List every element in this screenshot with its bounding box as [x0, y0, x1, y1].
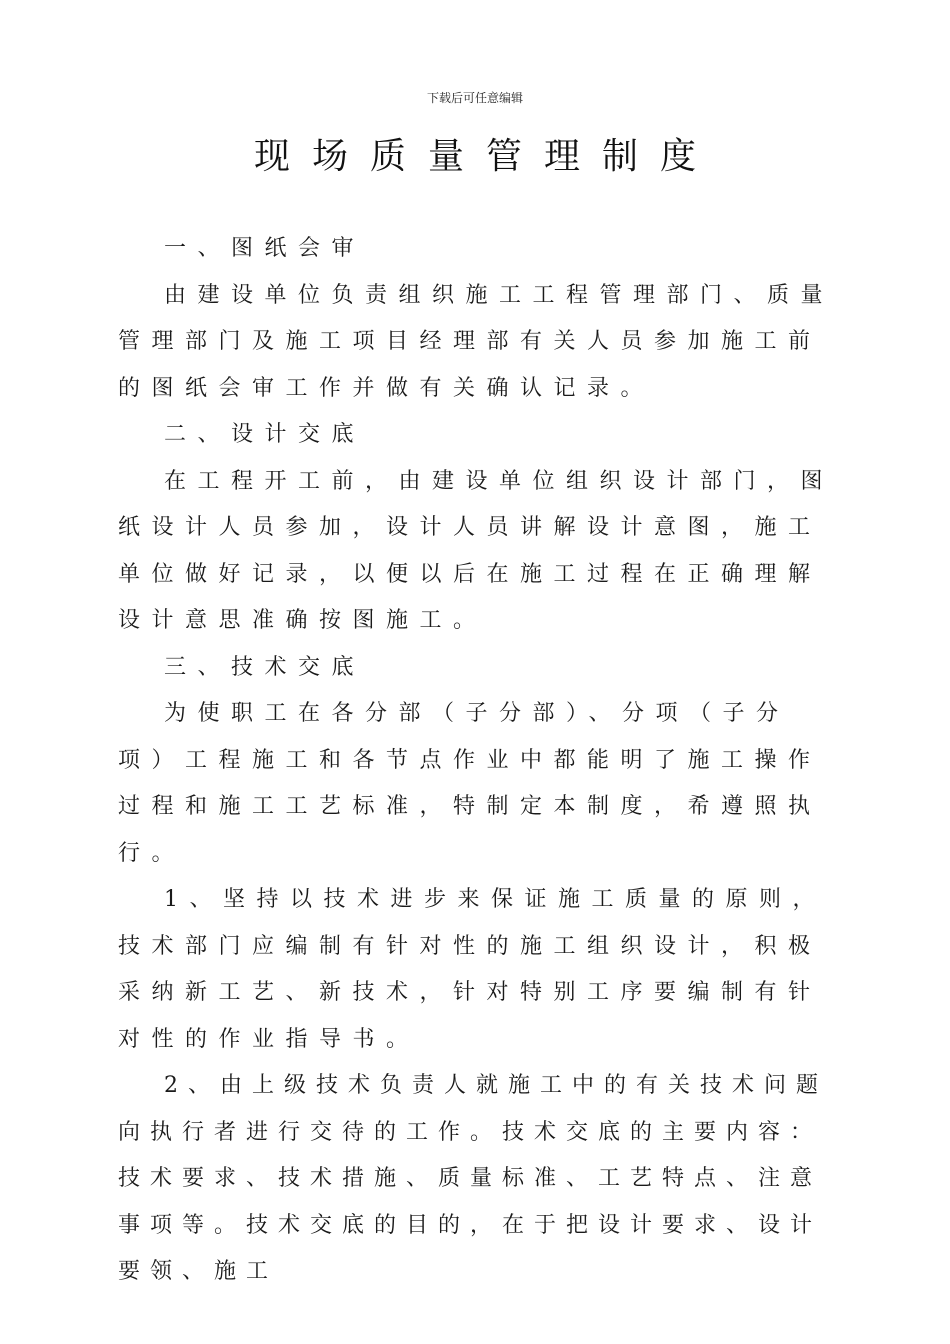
section-3-paragraph: 为使职工在各分部（子分部）、分项（子分项）工程施工和各节点作业中都能明了施工操作过程和施工工艺标准，特制定本制度，希遵照执行。: [118, 701, 822, 866]
page-title: 现场质量管理制度: [253, 136, 718, 177]
section-2-paragraph: 在工程开工前，由建设单位组织设计部门，图纸设计人员参加，设计人员讲解设计意图，施工单位做好记录，以便以后在施工过程在正确理解设计意思准确按图施工。: [118, 468, 835, 633]
list-item-2: 2、由上级技术负责人就施工中的有关技术问题向执行者进行交待的工作。技术交底的主要内容：技术要求、技术措施、质量标准、工艺特点、注意事项等。技术交底的目的，在于把设计要求、设计要领、施工: [118, 1073, 828, 1284]
document-body: [118, 226, 838, 1296]
section-1-heading: 一、图纸会审: [164, 236, 366, 261]
section-1-paragraph: 由建设单位负责组织施工工程管理部门、质量管理部门及施工项目经理部有关人员参加施工前的图纸会审工作并做有关确认记录。: [118, 282, 835, 401]
section-2-heading: 二、设计交底: [164, 422, 366, 447]
list-item-1: 1、坚持以技术进步来保证施工质量的原则，技术部门应编制有针对性的施工组织设计，积极采纳新工艺、新技术，针对特别工序要编制有针对性的作业指导书。: [118, 887, 826, 1052]
header-note: 下载后可任意编辑: [426, 91, 523, 105]
section-3-heading: 三、技术交底: [164, 654, 366, 680]
